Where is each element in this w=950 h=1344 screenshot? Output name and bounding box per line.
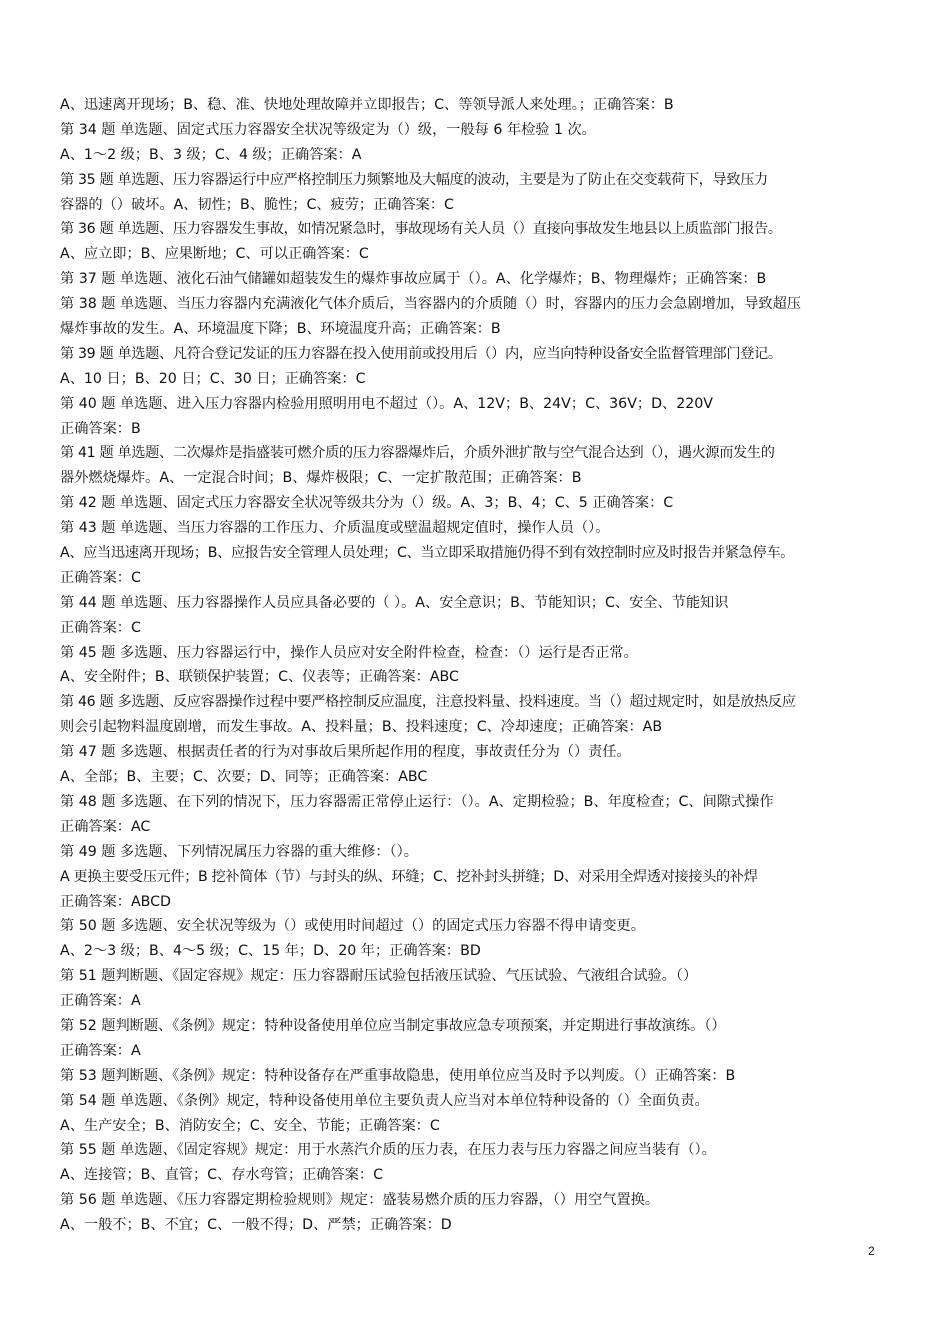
text-line: 第 39 题 单选题、凡符合登记发证的压力容器在投入使用前或投用后（）内，应当向特种设备安全监督管理部门登记。	[60, 345, 782, 362]
text-line: A、安全附件；B、联锁保护装置；C、仪表等；正确答案：ABC	[60, 669, 459, 686]
text-line: 第 34 题 单选题、固定式压力容器安全状况等级定为（）级，一般每 6 年检验 1 次。	[60, 121, 596, 138]
text-line: 正确答案：AC	[60, 818, 151, 835]
text-line: 第 44 题 单选题、压力容器操作人员应具备必要的（ ）。A、安全意识；B、节能知识；C、安全、节能知识	[60, 594, 729, 611]
text-line: A、1～2 级；B、3 级；C、4 级；正确答案：A	[60, 146, 362, 163]
text-line: 第 47 题 多选题、根据责任者的行为对事故后果所起作用的程度，事故责任分为（）责任。	[60, 744, 631, 761]
text-line: 第 35 题 单选题、压力容器运行中应严格控制压力频繁地及大幅度的波动，主要是为了防止在交变载荷下，导致压力	[60, 171, 768, 188]
text-line: 第 42 题 单选题、固定式压力容器安全状况等级共分为（）级。A、3；B、4；C、5 正确答案：C	[60, 495, 674, 512]
text-line: 第 43 题 单选题、当压力容器的工作压力、介质温度或壁温超规定值时，操作人员（）。	[60, 520, 610, 537]
text-line: 第 49 题 多选题、下列情况属压力容器的重大维修：（）。	[60, 843, 418, 860]
text-line: 第 40 题 单选题、进入压力容器内检验用照明用电不超过（）。A、12V；B、24V；C、36V；D、220V	[60, 395, 714, 412]
text-line: 正确答案：C	[60, 619, 141, 636]
text-line: A、全部；B、主要；C、次要；D、同等；正确答案：ABC	[60, 769, 428, 786]
text-line: A、应当迅速离开现场；B、应报告安全管理人员处理；C、当立即采取措施仍得不到有效控制时应及时报告并紧急停车。	[60, 545, 795, 562]
text-line: A 更换主要受压元件；B 挖补简体（节）与封头的纵、环缝；C、挖补封头拼缝；D、对采用全焊透对接接头的补焊	[60, 868, 758, 885]
text-line: 第 38 题 单选题、当压力容器内充满液化气体介质后，当容器内的介质随（）时，容器内的压力会急剧增加，导致超压	[60, 296, 801, 313]
text-line: 则会引起物料温度剧增，而发生事故。A、投料量；B、投料速度；C、冷却速度；正确答案：AB	[60, 719, 663, 736]
text-line: 第 37 题 单选题、液化石油气储罐如超装发生的爆炸事故应属于（）。A、化学爆炸；B、物理爆炸；正确答案：B	[60, 271, 767, 288]
text-line: 第 50 题 多选题、安全状况等级为（）或使用时间超过（）的固定式压力容器不得申请变更。	[60, 918, 645, 935]
text-line: A、生产安全；B、消防安全；C、安全、节能；正确答案：C	[60, 1117, 440, 1134]
text-line: 容器的（）破坏。A、韧性；B、脆性；C、疲劳；正确答案：C	[60, 196, 454, 213]
text-line: 正确答案：C	[60, 569, 141, 586]
text-line: 第 55 题 单选题、《固定容规》规定：用于水蒸汽介质的压力表，在压力表与压力容器之间应当装有（）。	[60, 1142, 716, 1159]
text-line: 第 53 题判断题、《条例》规定：特种设备存在严重事故隐患，使用单位应当及时予以判废。（）正确答案：B	[60, 1067, 736, 1084]
text-line: A、应立即；B、应果断地；C、可以正确答案：C	[60, 246, 369, 263]
text-line: 第 48 题 多选题、在下列的情况下，压力容器需正常停止运行：（）。A、定期检验；B、年度检查；C、间隙式操作	[60, 793, 774, 810]
text-line: 第 45 题 多选题、压力容器运行中，操作人员应对安全附件检查，检查：（）运行是否正常。	[60, 644, 638, 661]
text-line: A、10 日；B、20 日；C、30 日；正确答案：C	[60, 370, 366, 387]
text-line: 正确答案：ABCD	[60, 893, 171, 910]
text-line: 第 56 题 单选题、《压力容器定期检验规则》规定：盛装易燃介质的压力容器，（）用空气置换。	[60, 1192, 660, 1209]
text-line: A、连接管；B、直管；C、存水弯管；正确答案：C	[60, 1167, 384, 1184]
text-line: A、迅速离开现场；B、稳、准、快地处理故障并立即报告；C、等领导派人来处理。；正确答案：B	[60, 97, 674, 113]
text-line: 第 36 题 单选题、压力容器发生事故，如情况紧急时，事故现场有关人员（）直接向事故发生地县以上质监部门报告。	[60, 221, 782, 238]
text-line: 第 46 题 多选题、反应容器操作过程中要严格控制反应温度，注意投料量、投料速度。当（）超过规定时，如是放热反应	[60, 694, 796, 711]
page-number: 2	[868, 1244, 875, 1258]
text-line: 爆炸事故的发生。A、环境温度下降；B、环境温度升高；正确答案：B	[60, 321, 501, 338]
document-body	[60, 93, 910, 1238]
text-line: 第 41 题 单选题、二次爆炸是指盛装可燃介质的压力容器爆炸后，介质外泄扩散与空气混合达到（），遇火源而发生的	[60, 445, 775, 462]
text-line: A、2～3 级；B、4～5 级；C、15 年；D、20 年；正确答案：BD	[60, 943, 481, 960]
text-line: 正确答案：A	[60, 993, 141, 1010]
text-line: 正确答案：A	[60, 1042, 141, 1059]
text-line: A、一般不；B、不宜；C、一般不得；D、严禁；正确答案：D	[60, 1217, 452, 1234]
text-line: 正确答案：B	[60, 420, 141, 437]
text-line: 第 51 题判断题、《固定容规》规定：压力容器耐压试验包括液压试验、气压试验、气液组合试验。（）	[60, 968, 698, 985]
text-line: 器外燃烧爆炸。A、一定混合时间；B、爆炸极限；C、一定扩散范围；正确答案：B	[60, 470, 582, 487]
text-line: 第 52 题判断题、《条例》规定：特种设备使用单位应当制定事故应急专项预案，并定期进行事故演练。（）	[60, 1017, 726, 1034]
text-line: 第 54 题 单选题、《条例》规定，特种设备使用单位主要负责人应当对本单位特种设备的（）全面负责。	[60, 1092, 709, 1109]
